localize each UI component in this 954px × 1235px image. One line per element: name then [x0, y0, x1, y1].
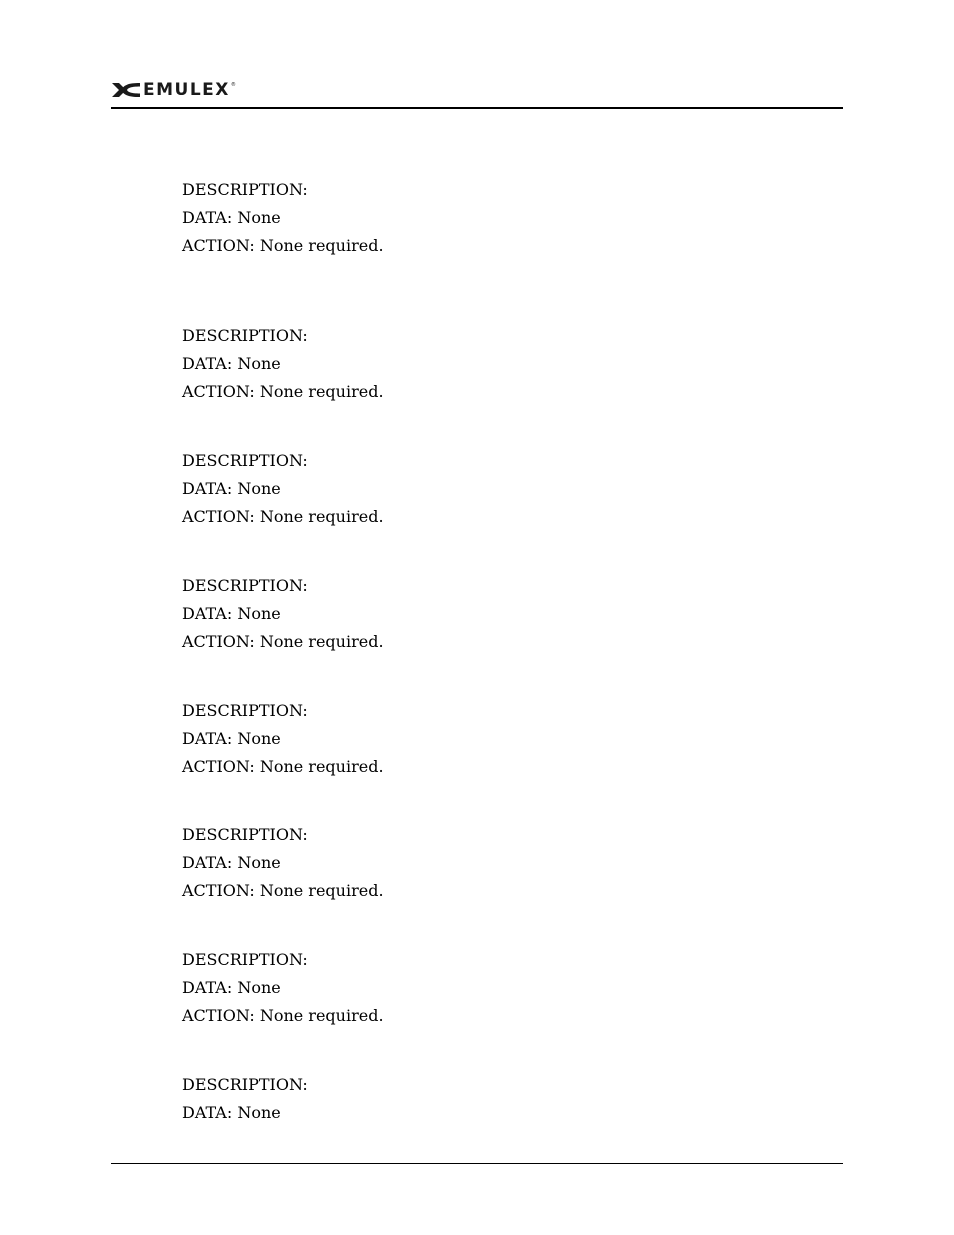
data-line: DATA: None: [182, 729, 281, 748]
header-divider: [111, 107, 843, 109]
action-line: ACTION: None required.: [182, 507, 384, 526]
action-line: ACTION: None required.: [182, 632, 384, 651]
logo-wordmark: EMULEX: [143, 80, 230, 100]
data-line: DATA: None: [182, 604, 281, 623]
description-line: DESCRIPTION:: [182, 1075, 308, 1094]
description-line: DESCRIPTION:: [182, 180, 308, 199]
message-entry: [182, 578, 782, 662]
emulex-logo: [111, 80, 236, 100]
data-line: DATA: None: [182, 978, 281, 997]
message-entry: [182, 453, 782, 537]
description-line: DESCRIPTION:: [182, 701, 308, 720]
message-entry: [182, 703, 782, 787]
description-line: DESCRIPTION:: [182, 576, 308, 595]
message-entry: [182, 827, 782, 911]
message-entry: [182, 328, 782, 412]
message-entry: [182, 1077, 782, 1133]
description-line: DESCRIPTION:: [182, 825, 308, 844]
data-line: DATA: None: [182, 479, 281, 498]
data-line: DATA: None: [182, 1103, 281, 1122]
emulex-mark-icon: [111, 81, 141, 99]
action-line: ACTION: None required.: [182, 757, 384, 776]
page-header: [111, 80, 843, 110]
action-line: ACTION: None required.: [182, 1006, 384, 1025]
data-line: DATA: None: [182, 853, 281, 872]
description-line: DESCRIPTION:: [182, 950, 308, 969]
description-line: DESCRIPTION:: [182, 326, 308, 345]
data-line: DATA: None: [182, 354, 281, 373]
footer-divider: [111, 1163, 843, 1164]
action-line: ACTION: None required.: [182, 382, 384, 401]
trademark-mark: ®: [230, 82, 236, 88]
action-line: ACTION: None required.: [182, 236, 384, 255]
description-line: DESCRIPTION:: [182, 451, 308, 470]
message-entry: [182, 182, 782, 266]
action-line: ACTION: None required.: [182, 881, 384, 900]
data-line: DATA: None: [182, 208, 281, 227]
message-entry: [182, 952, 782, 1036]
